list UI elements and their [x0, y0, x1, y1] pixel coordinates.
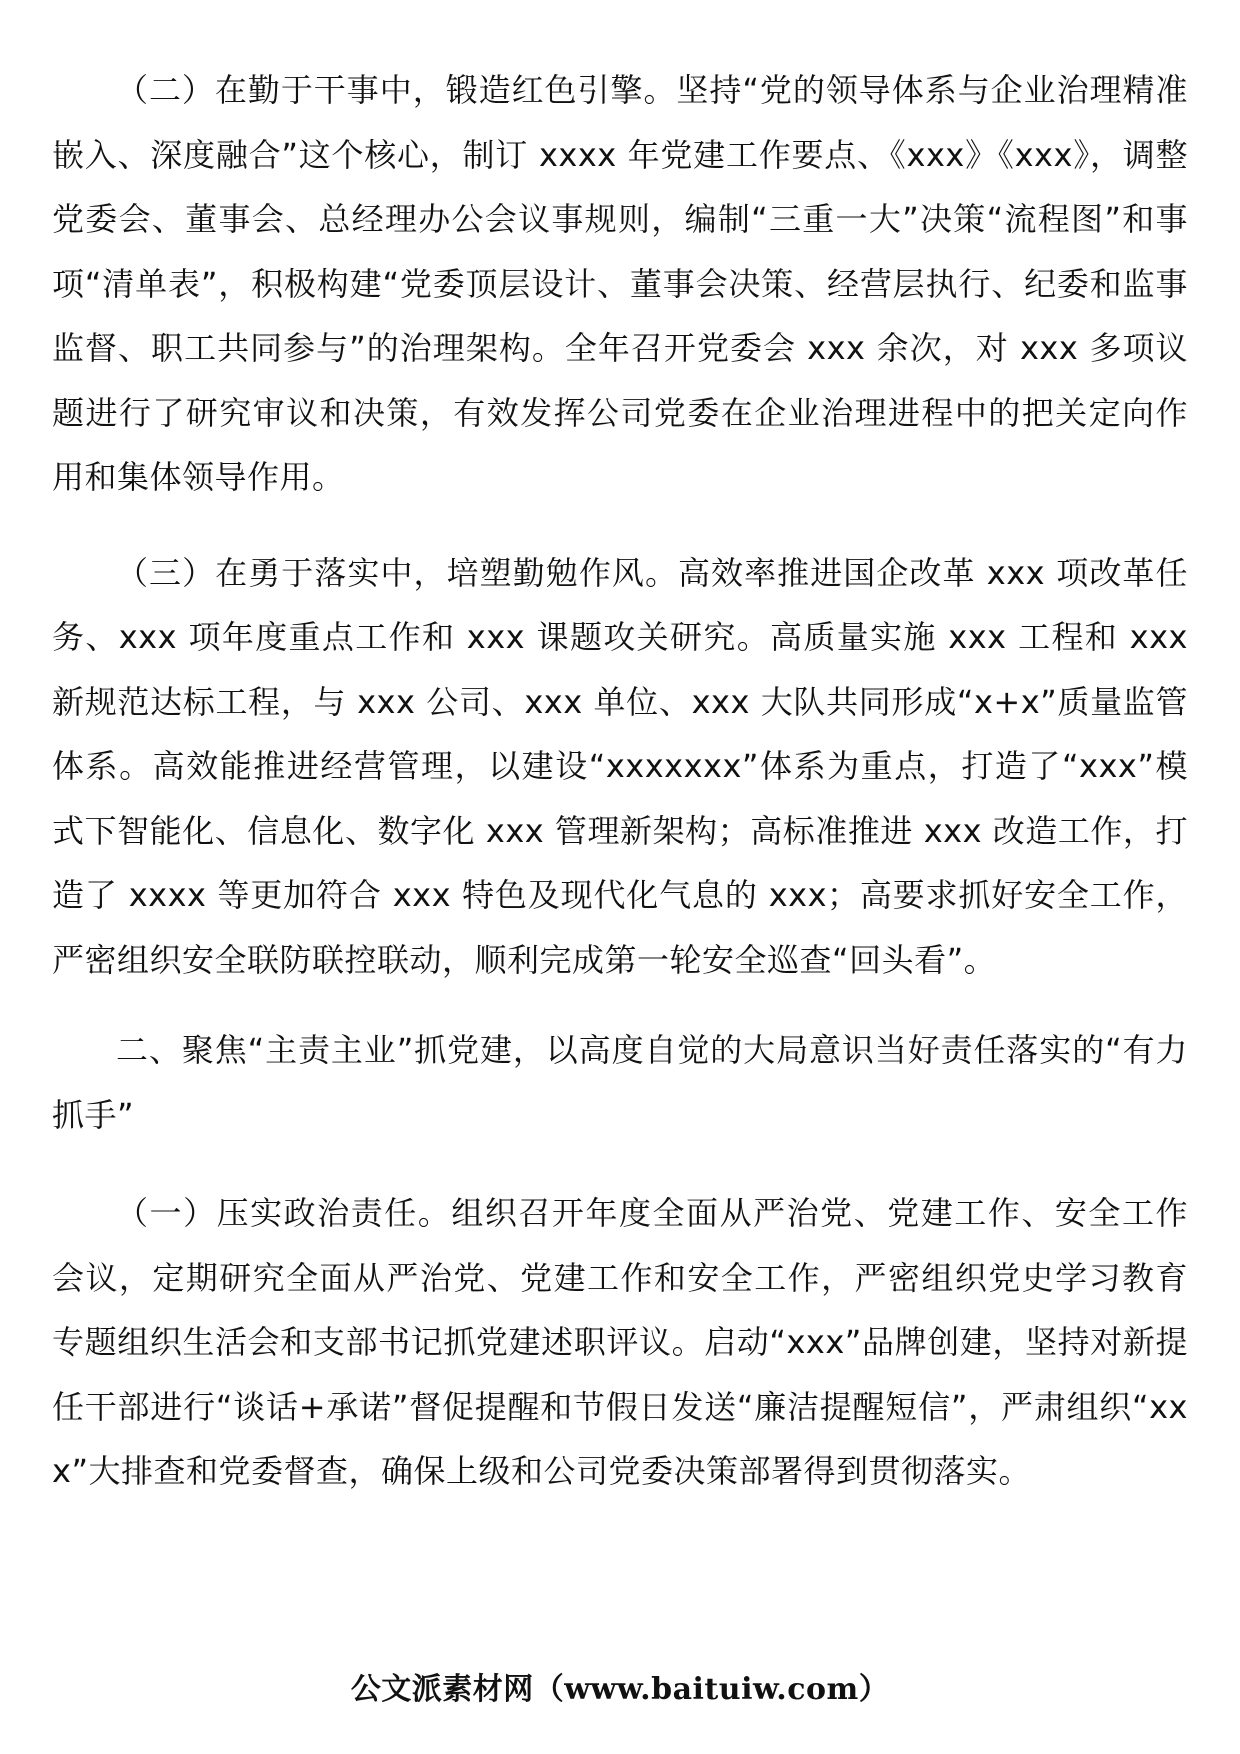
paragraph-section-3-1: （一）压实政治责任。组织召开年度全面从严治党、党建工作、安全工作会议，定期研究全面从严治党、党建工作和安全工作，严密组织党史学习教育专题组织生活会和支部书记抓党建述职评议。启动“xxx”品牌创建，坚持对新提任干部进行“谈话+承诺”督促提醒和节假日发送“廉洁提醒短信”，严肃组织“xxx”大排查和党委督查，确保上级和公司党委决策部署得到贯彻落实。 [52, 1194, 1188, 1490]
document-body [52, 58, 1188, 1504]
section-heading-2: 二、聚焦“主责主业”抓党建，以高度自觉的大局意识当好责任落实的“有力抓手” [52, 1031, 1188, 1134]
paragraph-section-2-3: （三）在勇于落实中，培塑勤勉作风。高效率推进国企改革 xxx 项改革任务、xxx 项年度重点工作和 xxx 课题攻关研究。高质量实施 xxx 工程和 xxx 新规范达标工程，与 xxx 公司、xxx 单位、xxx 大队共同形成“x+x”质量监管体系。高效能推进经营管理，以建设“xxxxxxx”体系为重点，打造了“xxx”模式下智能化、信息化、数字化 xxx 管理新架构；高标准推进 xxx 改造工作，打造了 xxxx 等更加符合 xxx 特色及现代化气息的 xxx；高要求抓好安全工作，严密组织安全联防联控联动，顺利完成第一轮安全巡查“回头看”。 [52, 553, 1188, 979]
paragraph-section-2-2: （二）在勤于干事中，锻造红色引擎。坚持“党的领导体系与企业治理精准嵌入、深度融合”这个核心，制订 xxxx 年党建工作要点、《xxx》《xxx》，调整党委会、董事会、总经理办公会议事规则，编制“三重一大”决策“流程图”和事项“清单表”，积极构建“党委顶层设计、董事会决策、经营层执行、纪委和监事监督、职工共同参与”的治理架构。全年召开党委会 xxx 余次，对 xxx 多项议题进行了研究审议和决策，有效发挥公司党委在企业治理进程中的把关定向作用和集体领导作用。 [52, 71, 1188, 496]
footer-watermark: 公文派素材网（www.baituiw.com） [350, 1672, 890, 1707]
